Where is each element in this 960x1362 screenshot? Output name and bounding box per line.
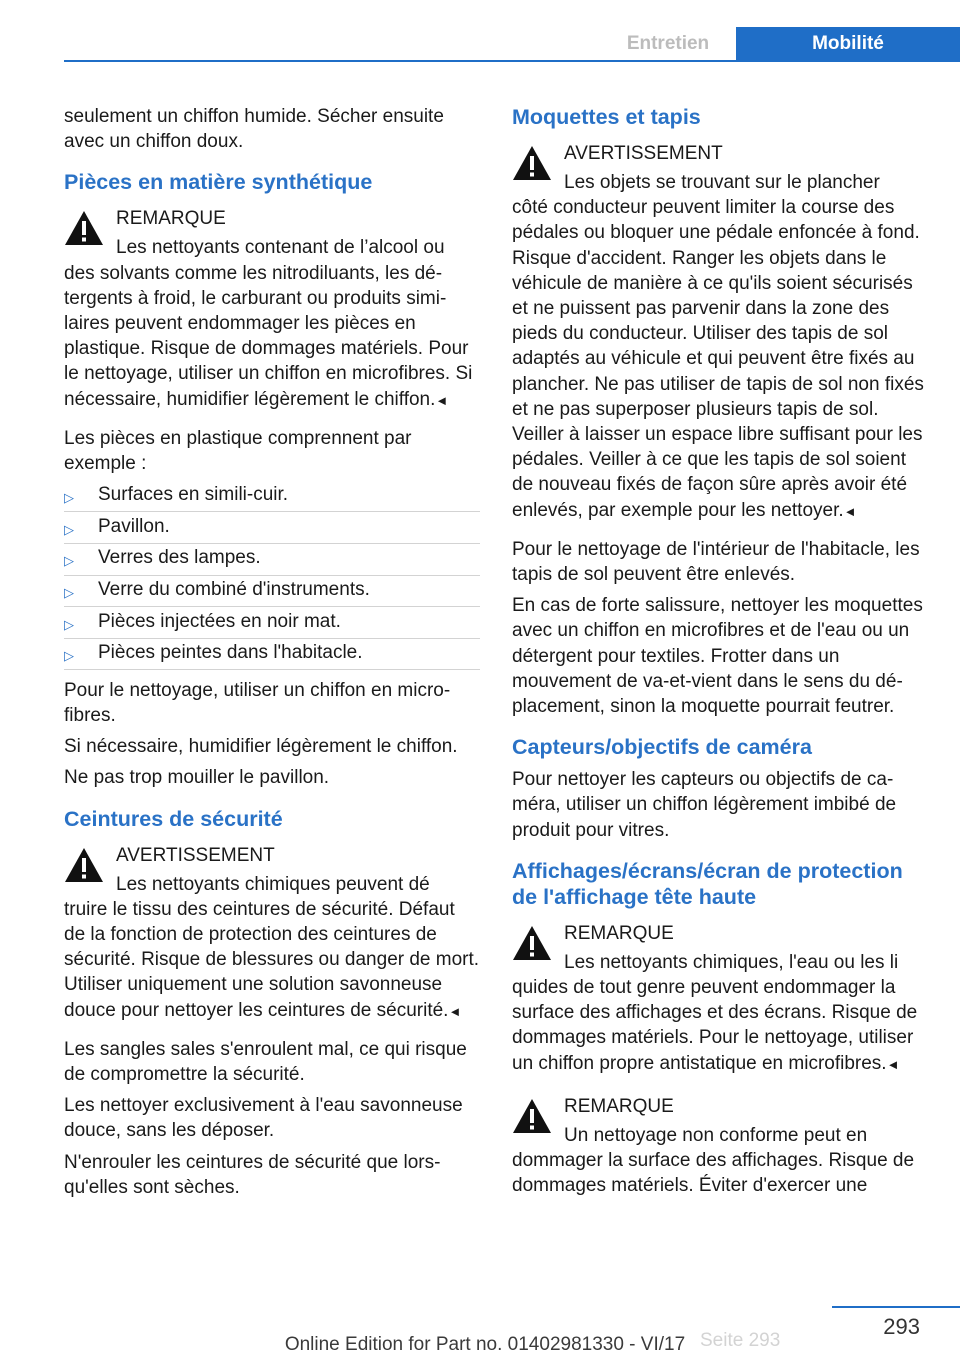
header-rule	[64, 60, 960, 62]
end-mark-icon	[844, 500, 857, 521]
heading-seat-belts: Ceintures de sécurité	[64, 806, 283, 831]
paragraph: Pour le nettoyage de l'intérieur de l'habitacle, les tapis de sol peuvent être enlevés.	[512, 538, 920, 586]
list-item: ▷ Pavillon.	[64, 514, 480, 546]
paragraph: Ne pas trop mouiller le pavillon.	[64, 767, 330, 789]
warning-triangle-icon	[64, 210, 104, 246]
warning-text: côté conducteur peuvent limiter la course des pédales ou bloquer une pédale enfoncée à fond. Risque d'accident. Ranger les objets dans le véhicule de manière à ce qu'ils soient sécurisés et ne puissent pas parvenir dans la zone des pieds du conducteur. Utiliser des tapis de sol adaptés au véhicule et qui peuvent être fixés au plancher. Ne pas utiliser de tapis de sol non fixés et ne pas superposer plusieurs tapis de sol. Veiller à laisser un espace libre suffisant pour les pédales. Veiller à ce que les tapis de sol soient de nouveau fixés de façon sûre après avoir été enlevés, par exemple pour les nettoyer.	[512, 197, 924, 521]
right-column	[512, 104, 928, 1212]
list-item: ▷ Surfaces en simili-cuir.	[64, 482, 480, 514]
heading-displays: Affichages/écrans/écran de protection de l'affichage tête haute	[512, 858, 903, 909]
note-label: REMARQUE	[564, 1095, 674, 1117]
end-mark-icon	[887, 1053, 900, 1074]
note-first-line: Les nettoyants contenant de l’alcool ou	[116, 237, 445, 259]
note-box	[64, 202, 480, 412]
left-column	[64, 104, 480, 1206]
list-item: ▷ Verres des lampes.	[64, 545, 480, 577]
paragraph: Pour nettoyer les capteurs ou objectifs de caméra, utiliser un chiffon légèrement imbibé de produit pour vitres.	[512, 769, 897, 841]
paragraph: En cas de forte salissure, nettoyer les moquettes avec un chiffon en microfibres et de l'eau ou un détergent pour textiles. Frotter dans un mouvement de va-et-vient dans le sens du déplacement, sinon la moquette pourrait feutrer.	[512, 595, 923, 718]
plastic-parts-list	[64, 482, 480, 672]
list-item: ▷ Verre du combiné d'instruments.	[64, 577, 480, 609]
note-box	[512, 1090, 928, 1199]
watermark: Seite 293	[700, 1330, 781, 1351]
footer-rule	[832, 1306, 960, 1308]
bullet-triangle-icon	[64, 517, 74, 542]
warning-first-line: Les objets se trouvant sur le plancher	[564, 172, 880, 193]
paragraph: Les pièces en plastique comprennent par exemple :	[64, 427, 412, 475]
warning-box	[64, 839, 480, 1024]
edition-note: Online Edition for Part no. 01402981330 - VI/17	[284, 1334, 686, 1355]
paragraph: Si nécessaire, humidifier légèrement le chiffon.	[64, 736, 458, 758]
tab-entretien[interactable]: Entretien	[600, 27, 736, 61]
end-mark-icon	[435, 389, 448, 410]
note-label: REMARQUE	[564, 922, 674, 944]
note-first-line: Les nettoyants chimiques, l'eau ou les li	[564, 951, 899, 973]
paragraph: Pour le nettoyage, utiliser un chiffon en microfibres.	[64, 679, 451, 726]
list-item: ▷ Pièces injectées en noir mat.	[64, 609, 480, 641]
note-first-line: Un nettoyage non conforme peut en	[564, 1124, 868, 1146]
end-mark-icon	[448, 1000, 461, 1021]
note-text: quides de tout genre peuvent endommager la surface des affichages et des écrans. Risque de dommages matériels. Pour le nettoyage, utiliser un chiffon propre antistatique en microfibres.	[512, 977, 918, 1074]
bullet-triangle-icon	[64, 612, 74, 637]
list-item: ▷ Pièces peintes dans l'habitacle.	[64, 640, 480, 672]
note-text: des solvants comme les nitrodiluants, les détergents à froid, le carburant ou produits similaires peuvent endommager les pièces en plastique. Risque de dommages matériels. Pour le nettoyage, utiliser un chiffon en microfibres. Si nécessaire, humidifier légèrement le chiffon.	[64, 262, 473, 410]
page-number: 293	[883, 1314, 920, 1339]
warning-triangle-icon	[512, 925, 552, 961]
paragraph: N'enrouler les ceintures de sécurité que lorsqu'elles sont sèches.	[64, 1151, 441, 1198]
paragraph: seulement un chiffon humide. Sécher ensuite avec un chiffon doux.	[64, 106, 444, 153]
bullet-triangle-icon	[64, 485, 74, 510]
warning-label: AVERTISSEMENT	[564, 143, 723, 164]
bullet-triangle-icon	[64, 580, 74, 605]
warning-label: AVERTISSEMENT	[116, 844, 275, 866]
warning-text: truire le tissu des ceintures de sécurité. Défaut de la fonction de protection des ceintures de sécurité. Risque de blessures ou danger de mort. Utiliser uniquement une solution savonneuse douce pour nettoyer les ceintures de sécurité.	[64, 898, 480, 1021]
note-text: dommager la surface des affichages. Risque de dommages matériels. Éviter d'exercer une	[512, 1150, 915, 1197]
paragraph: Les sangles sales s'enroulent mal, ce qui risque de compromettre la sécurité.	[64, 1038, 467, 1086]
paragraph: Les nettoyer exclusivement à l'eau savonneuse douce, sans les déposer.	[64, 1095, 463, 1142]
tab-mobilite[interactable]: Mobilité	[736, 27, 960, 61]
heading-carpets: Moquettes et tapis	[512, 105, 701, 129]
warning-triangle-icon	[512, 1098, 552, 1134]
bullet-triangle-icon	[64, 643, 74, 668]
heading-camera-sensors: Capteurs/objectifs de caméra	[512, 735, 812, 760]
warning-triangle-icon	[512, 145, 552, 181]
note-box	[512, 917, 928, 1077]
note-label: REMARQUE	[116, 208, 226, 230]
warning-triangle-icon	[64, 847, 104, 883]
warning-box	[512, 137, 928, 524]
warning-first-line: Les nettoyants chimiques peuvent dé	[116, 873, 430, 895]
bullet-triangle-icon	[64, 548, 74, 573]
heading-plastic-parts: Pièces en matière synthétique	[64, 170, 373, 195]
